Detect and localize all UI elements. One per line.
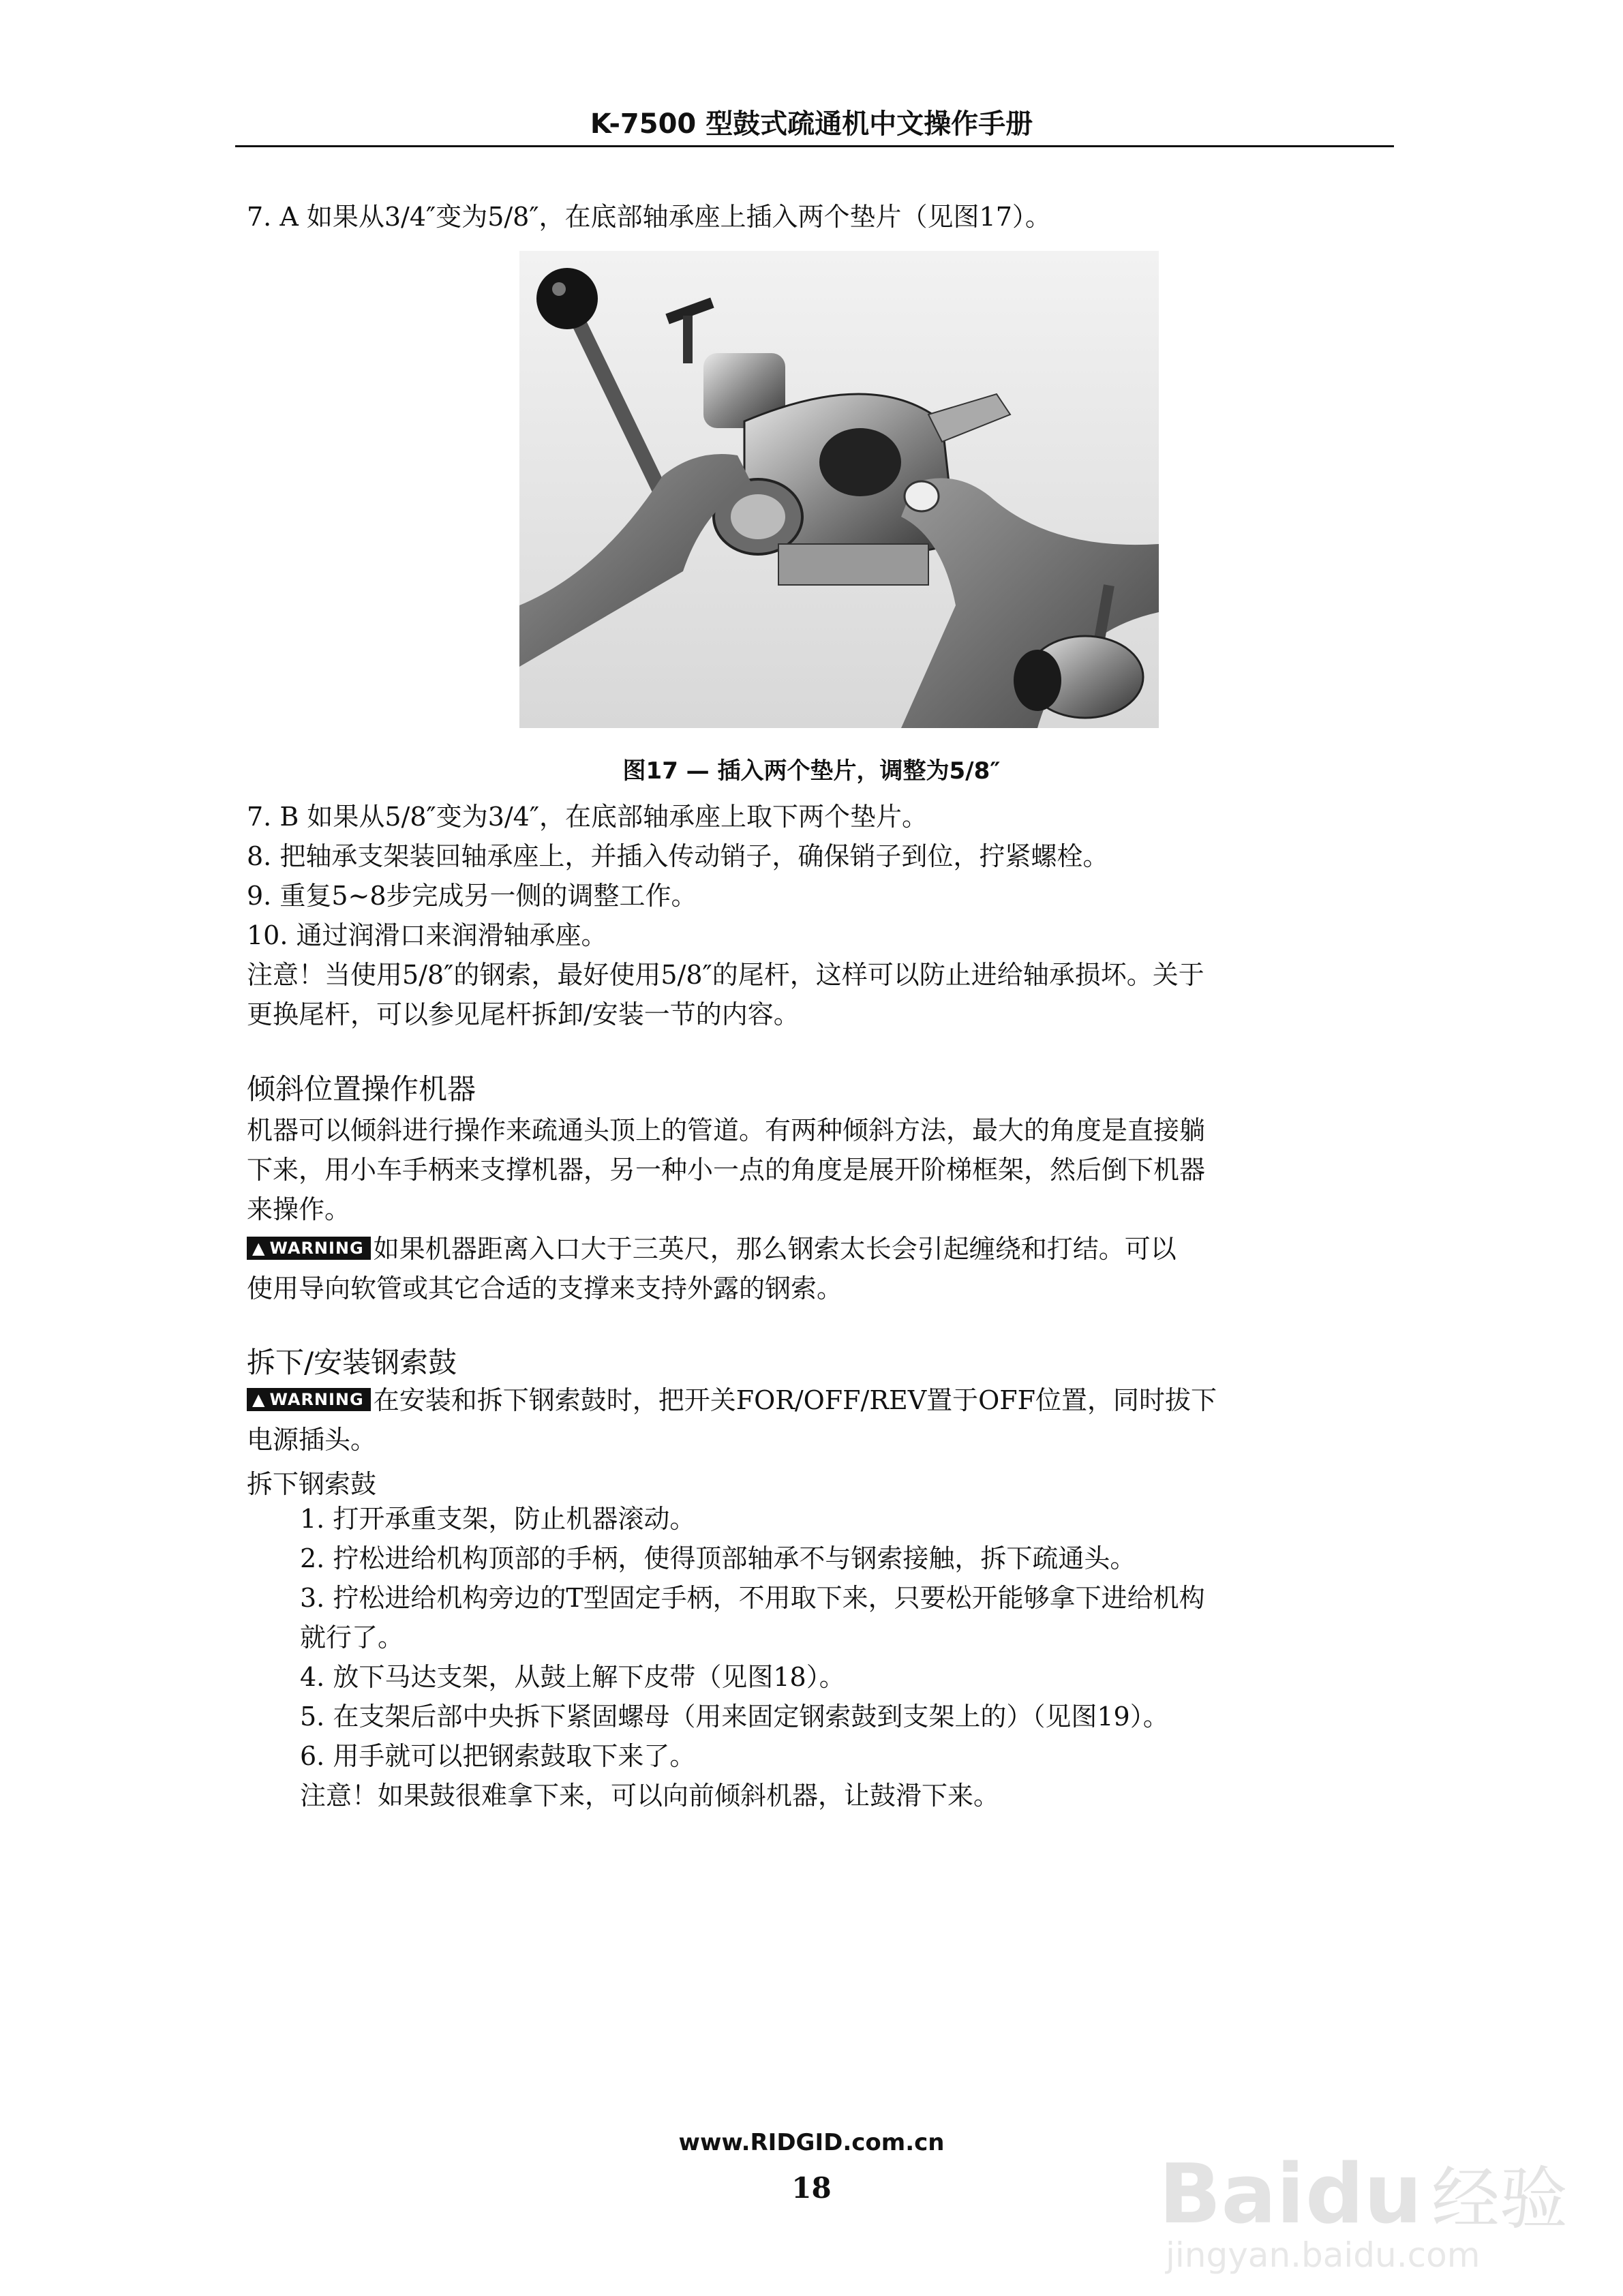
- header-title: K-7500 型鼓式疏通机中文操作手册: [590, 108, 1033, 140]
- footer-url: www.RIDGID.com.cn: [678, 2129, 945, 2156]
- tilt-heading: 倾斜位置操作机器: [247, 1072, 476, 1106]
- figure-17-photo: [519, 251, 1159, 728]
- tilt-paragraph-line-3: 来操作。: [247, 1194, 351, 1224]
- drum-warning-line-2: 电源插头。: [247, 1425, 377, 1455]
- drum-heading: 拆下/安装钢索鼓: [247, 1346, 457, 1379]
- drum-step-6: 6. 用手就可以把钢索鼓取下来了。: [300, 1741, 696, 1771]
- drum-step-5: 5. 在支架后部中央拆下紧固螺母（用来固定钢索鼓到支架上的）（见图19）。: [300, 1702, 1169, 1732]
- warning-badge: ▲ WARNING: [247, 1237, 371, 1260]
- tilt-warning-line-1: ▲ WARNING 如果机器距离入口大于三英尺，那么钢索太长会引起缠绕和打结。可以: [247, 1230, 1177, 1268]
- warning-badge: ▲ WARNING: [247, 1388, 371, 1411]
- watermark-brand-1: Bai: [1159, 2147, 1305, 2242]
- drum-warning-line-1: ▲ WARNING 在安装和拆下钢索鼓时，把开关FOR/OFF/REV置于OFF位置，同时拔下: [247, 1381, 1217, 1419]
- baidu-jingyan-watermark: [1159, 2141, 1595, 2277]
- step-9: 9. 重复5~8步完成另一侧的调整工作。: [247, 881, 697, 911]
- step-7a: 7. A 如果从3/4″变为5/8″，在底部轴承座上插入两个垫片（见图17）。: [247, 202, 1051, 232]
- drum-step-2: 2. 拧松进给机构顶部的手柄，使得顶部轴承不与钢索接触，拆下疏通头。: [300, 1543, 1136, 1573]
- watermark-url: jingyan.baidu.com: [1166, 2235, 1481, 2275]
- step-10: 10. 通过润滑口来润滑轴承座。: [247, 920, 607, 950]
- drum-step-4: 4. 放下马达支架，从鼓上解下皮带（见图18）。: [300, 1662, 845, 1692]
- drum-note: 注意！如果鼓很难拿下来，可以向前倾斜机器，让鼓滑下来。: [300, 1781, 1000, 1811]
- drum-subheading: 拆下钢索鼓: [247, 1469, 377, 1499]
- drum-step-3-cont: 就行了。: [300, 1622, 404, 1652]
- watermark-cn: 经验: [1431, 2159, 1568, 2239]
- drum-step-3: 3. 拧松进给机构旁边的T型固定手柄，不用取下来，只要松开能够拿下进给机构: [300, 1583, 1205, 1613]
- note-1-line-1: 注意！当使用5/8″的钢索，最好使用5/8″的尾杆，这样可以防止进给轴承损坏。关于: [247, 960, 1204, 990]
- tilt-warning-line-2: 使用导向软管或其它合适的支撑来支持外露的钢索。: [247, 1273, 843, 1303]
- watermark-brand-2: du: [1305, 2147, 1423, 2242]
- tilt-paragraph-line-1: 机器可以倾斜进行操作来疏通头顶上的管道。有两种倾斜方法，最大的角度是直接躺: [247, 1115, 1206, 1145]
- figure-17-caption: 图17 — 插入两个垫片，调整为5/8″: [622, 757, 1001, 785]
- tilt-paragraph-line-2: 下来，用小车手柄来支撑机器，另一种小一点的角度是展开阶梯框架，然后倒下机器: [247, 1155, 1206, 1185]
- header-rule: [235, 145, 1394, 147]
- page-number: 18: [791, 2171, 832, 2205]
- step-7b: 7. B 如果从5/8″变为3/4″，在底部轴承座上取下两个垫片。: [247, 802, 928, 832]
- warning-triangle-icon: ▲: [252, 1239, 266, 1258]
- warning-triangle-icon: ▲: [252, 1390, 266, 1409]
- note-1-line-2: 更换尾杆，可以参见尾杆拆卸/安装一节的内容。: [247, 999, 800, 1029]
- drum-step-1: 1. 打开承重支架，防止机器滚动。: [300, 1504, 696, 1534]
- step-8: 8. 把轴承支架装回轴承座上，并插入传动销子，确保销子到位，拧紧螺栓。: [247, 841, 1109, 871]
